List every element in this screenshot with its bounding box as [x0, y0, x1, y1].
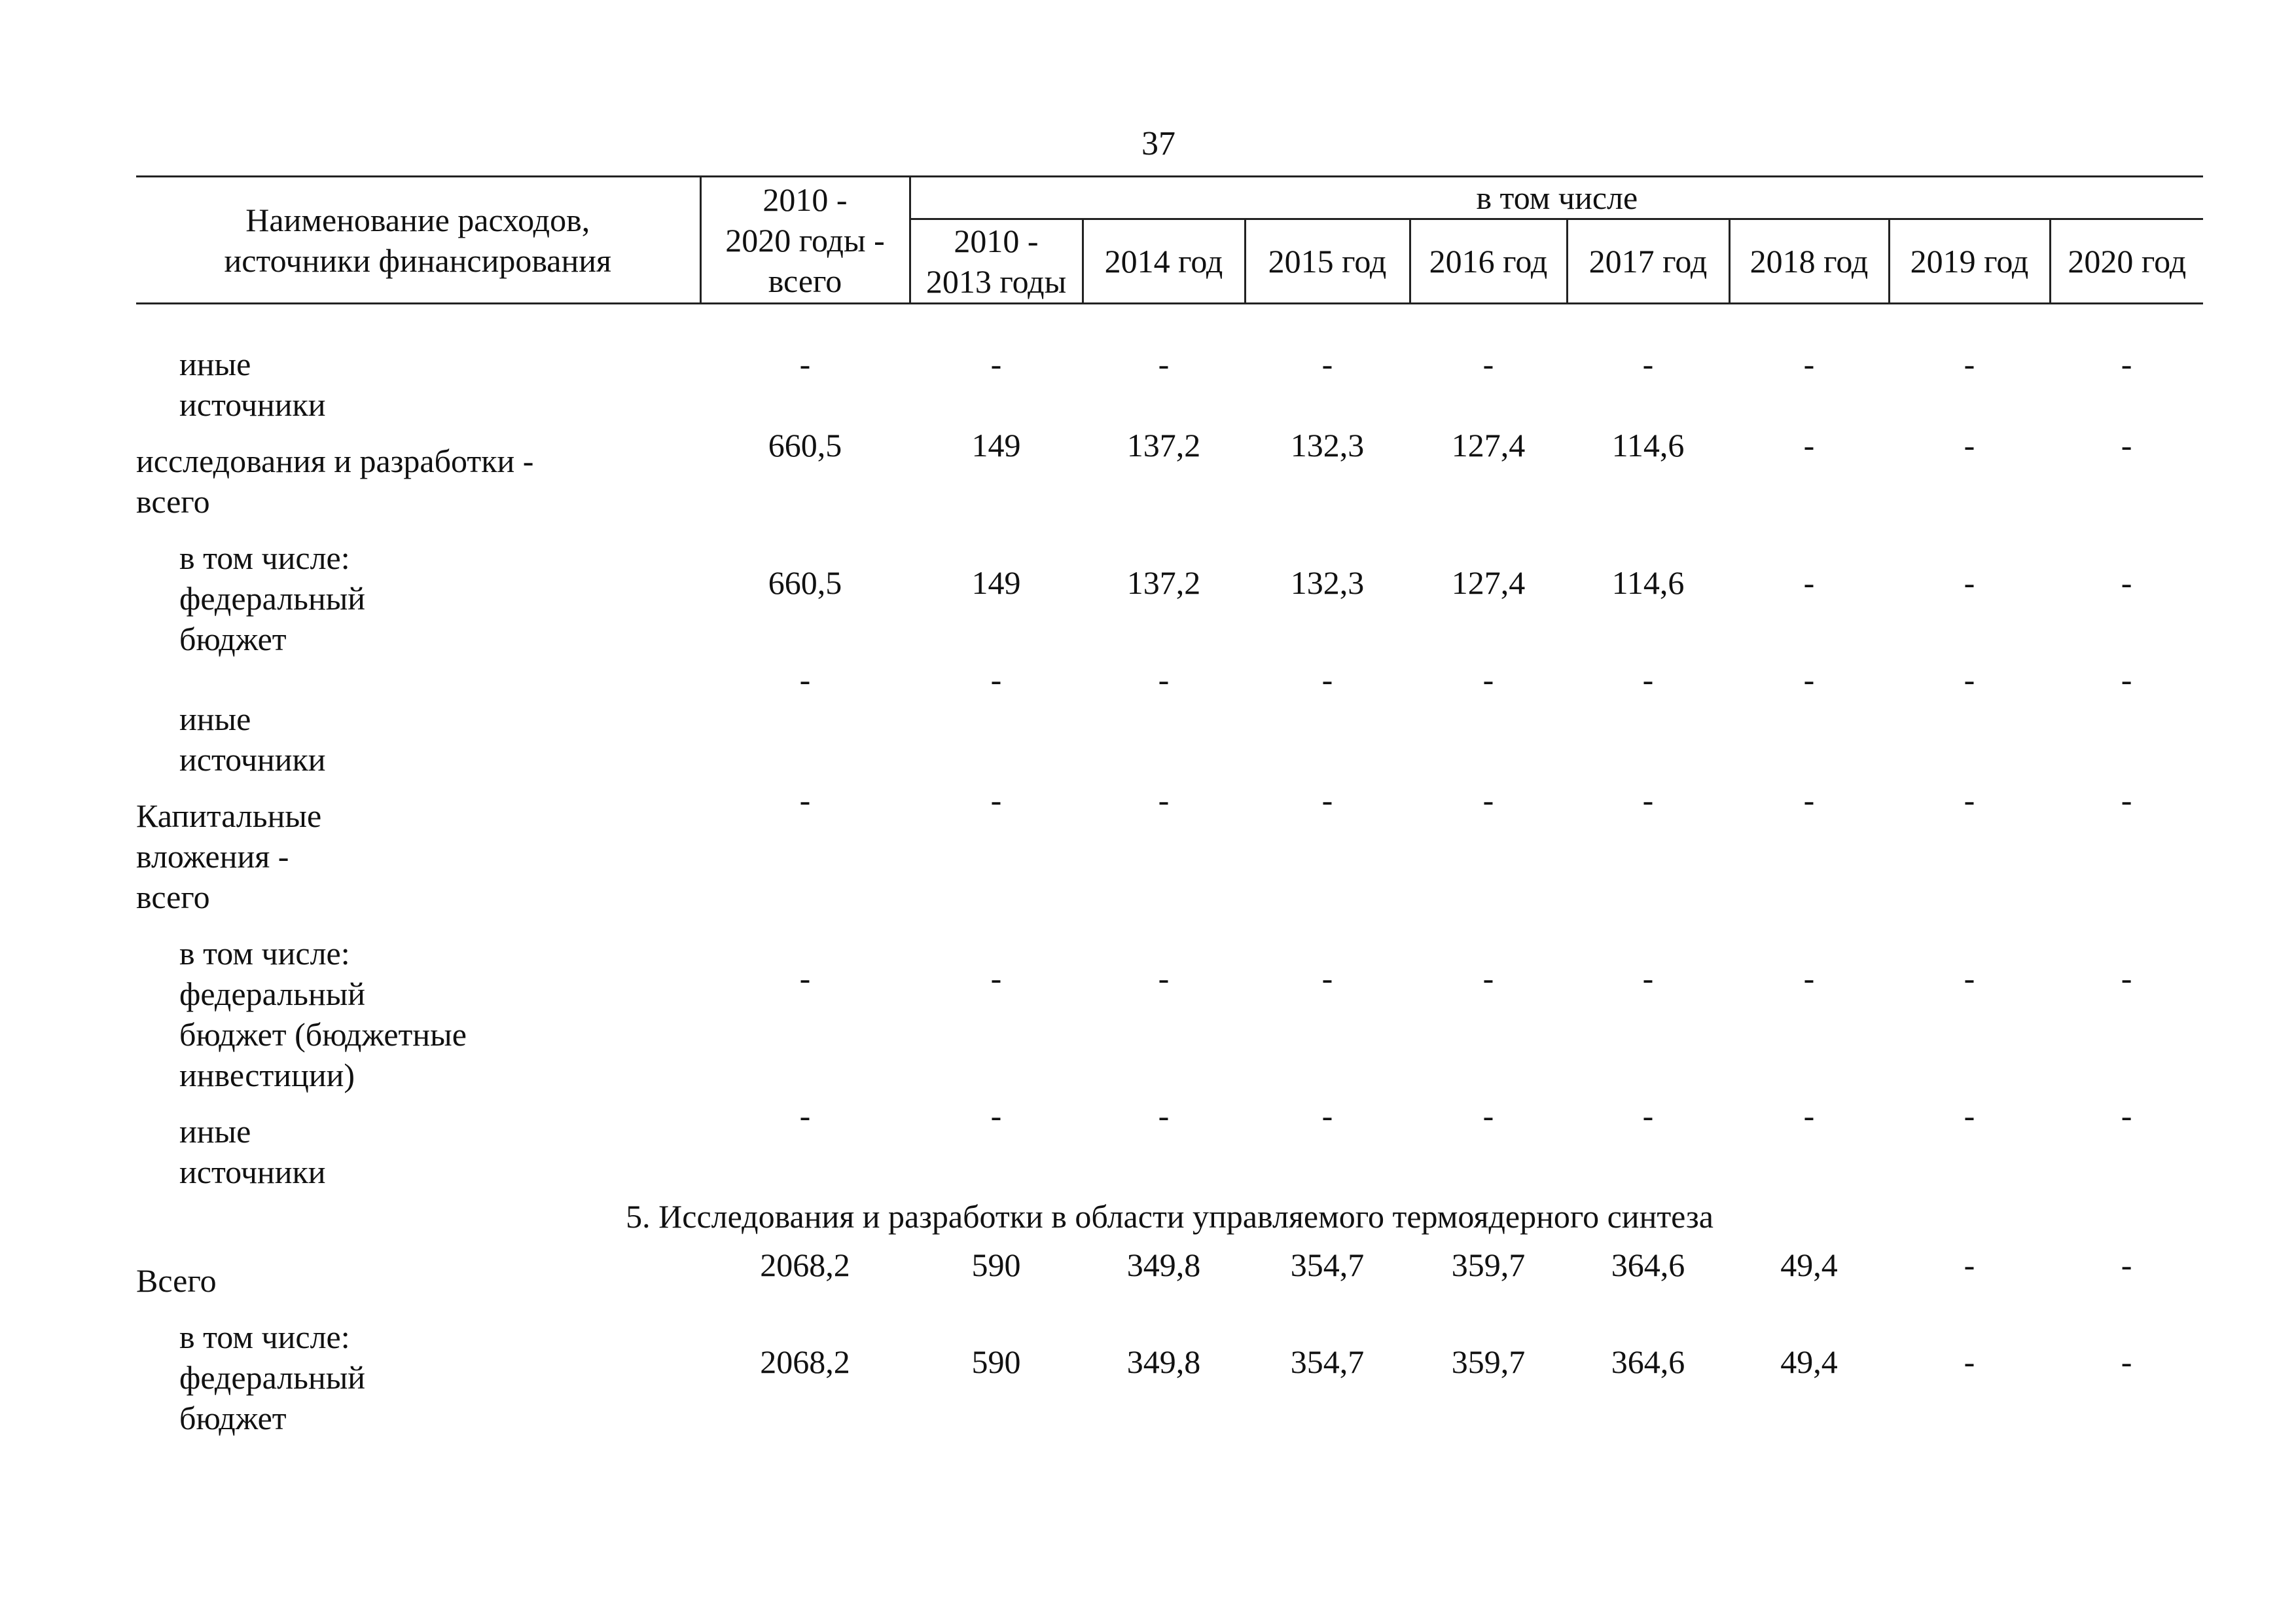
row-value: [1729, 425, 1889, 522]
row-value: [910, 917, 1083, 1095]
header-year-2014: 2014 год: [1083, 219, 1245, 304]
row-value: [1245, 1245, 1410, 1301]
row-value-text: 49,4: [1780, 1343, 1838, 1380]
row-label-line: источники: [179, 741, 326, 778]
header-year-2015: 2015 год: [1245, 219, 1410, 304]
row-value-text: -: [1642, 782, 1654, 818]
row-value: [1889, 917, 2050, 1095]
row-label-line: бюджет: [179, 1400, 287, 1436]
row-value-text: 114,6: [1611, 564, 1685, 601]
row-value-text: -: [1642, 1097, 1654, 1134]
row-value: [700, 1245, 910, 1301]
row-value-text: -: [2121, 661, 2132, 698]
row-value-text: -: [2121, 427, 2132, 464]
table-header: [136, 177, 2203, 304]
row-value-text: -: [1642, 960, 1654, 996]
row-value: [700, 659, 910, 780]
row-value: [1083, 522, 1245, 659]
row-value: [1410, 780, 1567, 917]
row-value: [1083, 780, 1245, 917]
row-value-text: -: [1803, 346, 1815, 382]
row-value: [1889, 425, 2050, 522]
row-value-text: -: [1964, 1343, 1975, 1380]
row-value: [1567, 344, 1729, 425]
row-value-text: -: [1321, 960, 1333, 996]
row-value: [2050, 522, 2203, 659]
row-value-text: 137,2: [1126, 427, 1201, 464]
row-label-line: в том числе:: [179, 1319, 350, 1355]
row-value-text: -: [799, 782, 811, 818]
row-value-text: -: [1321, 1097, 1333, 1134]
row-value-text: -: [1482, 1097, 1494, 1134]
row-value: [2050, 659, 2203, 780]
row-value: [1083, 425, 1245, 522]
row-value: [1410, 1095, 1567, 1192]
row-value-text: -: [1482, 960, 1494, 996]
row-value: [1889, 1245, 2050, 1301]
row-label: [136, 522, 700, 659]
row-value: [1729, 659, 1889, 780]
row-value: [910, 1095, 1083, 1192]
row-value-text: -: [1964, 346, 1975, 382]
section-title: 5. Исследования и разработки в области управляемого термоядерного синтеза: [626, 1198, 1713, 1235]
row-value: [910, 344, 1083, 425]
row-label-line: источники: [179, 386, 326, 423]
row-label-line: федеральный: [179, 976, 366, 1012]
row-value: [1567, 425, 1729, 522]
row-value-text: -: [1803, 782, 1815, 818]
row-label-line: вложения -: [136, 838, 289, 875]
row-value: [1567, 1301, 1729, 1438]
header-total-line: всего: [768, 262, 842, 299]
row-value-text: 132,3: [1290, 564, 1365, 601]
table-body: [136, 304, 2203, 1439]
row-value-text: 590: [971, 1247, 1021, 1283]
row-value: [1729, 1095, 1889, 1192]
row-value-text: -: [2121, 1097, 2132, 1134]
row-value: [1410, 522, 1567, 659]
table-row: [136, 1245, 2203, 1301]
row-value-text: -: [1642, 661, 1654, 698]
row-value-text: -: [1964, 661, 1975, 698]
row-value-text: -: [1158, 782, 1170, 818]
row-value-text: 149: [971, 564, 1021, 601]
row-value-text: 127,4: [1451, 427, 1526, 464]
row-value-text: -: [1482, 661, 1494, 698]
row-value: [2050, 1245, 2203, 1301]
row-value: [1410, 917, 1567, 1095]
row-value: [2050, 1301, 2203, 1438]
row-value: [1083, 659, 1245, 780]
row-value-text: 364,6: [1611, 1343, 1685, 1380]
header-year-2020: 2020 год: [2050, 219, 2203, 304]
row-value: [1245, 659, 1410, 780]
row-value: [1729, 1245, 1889, 1301]
header-including: в том числе: [910, 177, 2203, 219]
row-label: [136, 1245, 700, 1301]
row-value: [1889, 1095, 2050, 1192]
row-value-text: -: [990, 782, 1002, 818]
row-value-text: 349,8: [1126, 1247, 1201, 1283]
table-row: [136, 780, 2203, 917]
row-value-text: -: [799, 661, 811, 698]
row-value: [700, 425, 910, 522]
row-value-text: -: [1321, 782, 1333, 818]
header-year-2017: 2017 год: [1567, 219, 1729, 304]
row-label-line: исследования и разработки -: [136, 443, 534, 479]
header-period-line: 2013 годы: [925, 263, 1067, 300]
row-label-line: бюджет (бюджетные: [179, 1016, 467, 1053]
row-value-text: -: [1964, 960, 1975, 996]
row-value: [910, 780, 1083, 917]
row-value: [1245, 344, 1410, 425]
row-value: [1889, 344, 2050, 425]
row-value: [1889, 780, 2050, 917]
row-value: [1729, 1301, 1889, 1438]
row-value-text: -: [1482, 782, 1494, 818]
row-value: [700, 780, 910, 917]
row-value-text: -: [990, 346, 1002, 382]
row-value-text: -: [1158, 661, 1170, 698]
row-value-text: -: [1964, 782, 1975, 818]
table-row: [136, 1095, 2203, 1192]
row-label-line: федеральный: [179, 580, 366, 617]
row-label-line: в том числе:: [179, 935, 350, 972]
header-total-column: [700, 177, 910, 304]
row-value: [2050, 344, 2203, 425]
header-year-2019: 2019 год: [1889, 219, 2050, 304]
row-value-text: 660,5: [768, 564, 842, 601]
row-value: [700, 522, 910, 659]
row-value: [1245, 1095, 1410, 1192]
row-value-text: -: [990, 1097, 1002, 1134]
row-label-line: всего: [136, 483, 210, 520]
header-total-line: 2020 годы -: [725, 221, 885, 259]
row-value-text: -: [1803, 661, 1815, 698]
row-label-line: иные: [179, 701, 251, 737]
row-value: [1567, 780, 1729, 917]
header-name-column: [136, 177, 700, 304]
row-label-line: в том числе:: [179, 539, 350, 576]
row-value: [1567, 917, 1729, 1095]
row-label-line: инвестиции): [179, 1057, 355, 1093]
row-value: [910, 425, 1083, 522]
row-value: [1245, 522, 1410, 659]
row-value-text: -: [1158, 960, 1170, 996]
header-year-2018: 2018 год: [1729, 219, 1889, 304]
row-value-text: 137,2: [1126, 564, 1201, 601]
row-value-text: 660,5: [768, 427, 842, 464]
row-label: [136, 344, 700, 425]
row-value: [1245, 780, 1410, 917]
row-value: [1889, 1301, 2050, 1438]
row-value-text: -: [799, 960, 811, 996]
row-value-text: -: [1321, 346, 1333, 382]
row-value: [1889, 522, 2050, 659]
row-value: [1410, 1301, 1567, 1438]
row-value-text: -: [1803, 1097, 1815, 1134]
row-label: [136, 917, 700, 1095]
table-row: [136, 917, 2203, 1095]
row-value: [1729, 780, 1889, 917]
row-value-text: 354,7: [1290, 1247, 1365, 1283]
row-label: [136, 780, 700, 917]
row-value: [1567, 522, 1729, 659]
row-value-text: -: [2121, 1247, 2132, 1283]
row-value: [1410, 659, 1567, 780]
row-value: [1729, 344, 1889, 425]
spacer-row: [136, 304, 2203, 344]
row-value-text: -: [1321, 661, 1333, 698]
row-value: [1245, 1301, 1410, 1438]
row-value-text: -: [1158, 1097, 1170, 1134]
table-row: [136, 1301, 2203, 1438]
row-value: [2050, 917, 2203, 1095]
row-label-line: иные: [179, 346, 251, 382]
header-period-line: 2010 -: [954, 223, 1039, 259]
row-value-text: -: [2121, 346, 2132, 382]
table-row: [136, 522, 2203, 659]
row-value-text: -: [2121, 1343, 2132, 1380]
row-label-line: федеральный: [179, 1359, 366, 1396]
row-value-text: -: [799, 346, 811, 382]
row-value-text: -: [799, 1097, 811, 1134]
row-label-line: иные: [179, 1113, 251, 1150]
row-value-text: 114,6: [1611, 427, 1685, 464]
row-value-text: 349,8: [1126, 1343, 1201, 1380]
row-value-text: -: [2121, 564, 2132, 601]
table-row: [136, 425, 2203, 522]
row-value-text: 2068,2: [760, 1343, 850, 1380]
row-value: [1567, 1095, 1729, 1192]
row-value: [700, 1301, 910, 1438]
row-value-text: 359,7: [1451, 1343, 1526, 1380]
row-value-text: -: [990, 661, 1002, 698]
row-value: [1410, 1245, 1567, 1301]
row-label-line: Капитальные: [136, 797, 322, 834]
row-value-text: -: [1964, 1097, 1975, 1134]
row-label: [136, 425, 700, 522]
row-value: [1567, 659, 1729, 780]
row-value: [1083, 1301, 1245, 1438]
row-value-text: -: [1803, 564, 1815, 601]
row-value: [1729, 522, 1889, 659]
row-value: [2050, 1095, 2203, 1192]
row-value-text: 590: [971, 1343, 1021, 1380]
row-value: [2050, 425, 2203, 522]
page-number: 37: [1141, 125, 1175, 162]
row-label: [136, 1095, 700, 1192]
row-value: [1410, 425, 1567, 522]
row-value-text: 49,4: [1780, 1247, 1838, 1283]
row-value-text: -: [1964, 1247, 1975, 1283]
row-label-line: источники: [179, 1154, 326, 1190]
expenditure-table: [136, 175, 2203, 1438]
row-label-line: Всего: [136, 1262, 217, 1299]
row-value: [1245, 425, 1410, 522]
row-value-text: -: [1642, 346, 1654, 382]
row-value: [1889, 659, 2050, 780]
row-label-line: бюджет: [179, 621, 287, 657]
table-row: [136, 659, 2203, 780]
row-value: [1410, 344, 1567, 425]
row-value-text: -: [990, 960, 1002, 996]
header-name-line: источники финансирования: [224, 242, 612, 279]
row-value: [1083, 917, 1245, 1095]
row-value: [700, 1095, 910, 1192]
header-total-line: 2010 -: [762, 181, 848, 218]
row-label: [136, 659, 700, 780]
row-value-text: 2068,2: [760, 1247, 850, 1283]
row-value: [910, 1245, 1083, 1301]
row-value: [1083, 344, 1245, 425]
spacer-cell: [136, 304, 2203, 344]
row-value-text: 132,3: [1290, 427, 1365, 464]
row-value: [2050, 780, 2203, 917]
row-value: [1083, 1245, 1245, 1301]
row-value-text: 354,7: [1290, 1343, 1365, 1380]
row-value: [1567, 1245, 1729, 1301]
row-value-text: -: [1964, 564, 1975, 601]
row-value-text: -: [1158, 346, 1170, 382]
row-value-text: 359,7: [1451, 1247, 1526, 1283]
row-label-line: всего: [136, 879, 210, 915]
row-value-text: -: [1803, 960, 1815, 996]
header-year-2016: 2016 год: [1410, 219, 1567, 304]
section-title-row: [136, 1192, 2203, 1245]
row-value-text: -: [2121, 960, 2132, 996]
row-value-text: 127,4: [1451, 564, 1526, 601]
row-value: [700, 344, 910, 425]
row-value-text: -: [1964, 427, 1975, 464]
row-value: [700, 917, 910, 1095]
row-value: [1729, 917, 1889, 1095]
row-value: [910, 522, 1083, 659]
row-value-text: -: [1803, 427, 1815, 464]
row-value: [1245, 917, 1410, 1095]
row-value-text: -: [1482, 346, 1494, 382]
header-name-line: Наименование расходов,: [245, 201, 590, 238]
table-row: [136, 344, 2203, 425]
row-value-text: -: [2121, 782, 2132, 818]
row-value: [910, 659, 1083, 780]
row-value: [910, 1301, 1083, 1438]
row-value-text: 364,6: [1611, 1247, 1685, 1283]
row-label: [136, 1301, 700, 1438]
row-value-text: 149: [971, 427, 1021, 464]
row-value: [1083, 1095, 1245, 1192]
header-period-column: [910, 219, 1083, 304]
